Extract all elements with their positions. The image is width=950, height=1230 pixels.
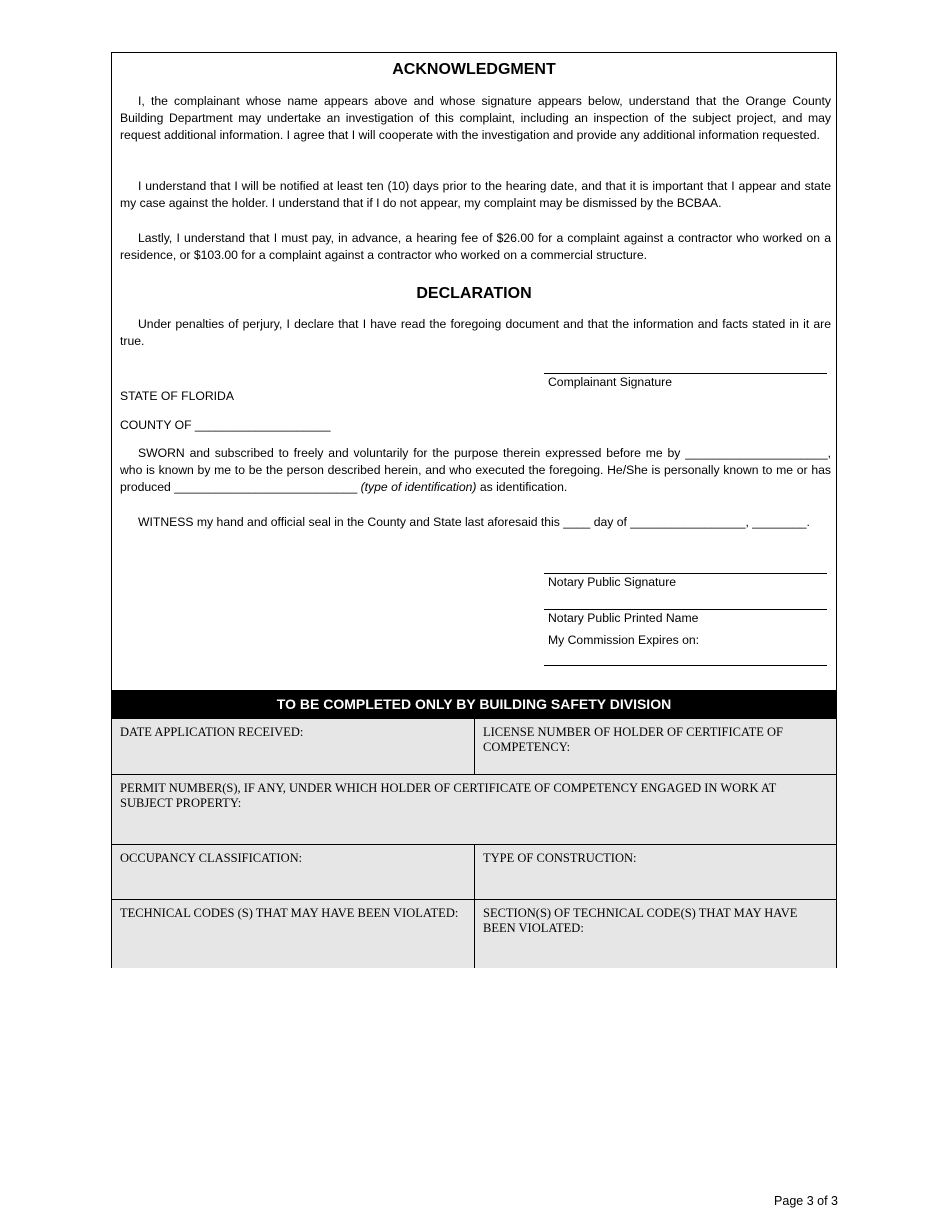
commission-expires-label: My Commission Expires on:	[548, 633, 700, 647]
table-row	[112, 844, 836, 899]
division-banner: TO BE COMPLETED ONLY BY BUILDING SAFETY DIVISION	[112, 690, 836, 719]
complainant-signature-label: Complainant Signature	[548, 375, 672, 389]
code-sections-cell[interactable]: SECTION(S) OF TECHNICAL CODE(S) THAT MAY HAVE BEEN VIOLATED:	[475, 900, 836, 968]
sworn-paragraph	[120, 445, 831, 496]
acknowledgment-title: ACKNOWLEDGMENT	[392, 61, 556, 78]
declaration-paragraph: Under penalties of perjury, I declare that I have read the foregoing document and that the information and facts stated in it are true.	[120, 317, 831, 348]
license-number-cell[interactable]: LICENSE NUMBER OF HOLDER OF CERTIFICATE OF COMPETENCY:	[475, 719, 836, 774]
form-frame	[111, 52, 837, 968]
permit-numbers-cell[interactable]: PERMIT NUMBER(S), IF ANY, UNDER WHICH HOLDER OF CERTIFICATE OF COMPETENCY ENGAGED IN WORK AT SUBJECT PROPERTY:	[112, 775, 836, 844]
sworn-identification-type: (type of identification)	[360, 480, 477, 494]
technical-codes-cell[interactable]: TECHNICAL CODES (S) THAT MAY HAVE BEEN VIOLATED:	[112, 900, 475, 968]
division-table	[112, 719, 836, 968]
notary-printed-name-label: Notary Public Printed Name	[548, 611, 699, 625]
commission-expires-line[interactable]	[544, 665, 827, 666]
acknowledgment-paragraph-3: Lastly, I understand that I must pay, in advance, a hearing fee of $26.00 for a complaint against a contractor who worked on a residence, or $103.00 for a complaint against a contractor who worked on a commercial structure.	[120, 231, 831, 262]
county-field[interactable]: COUNTY OF ____________________	[120, 418, 331, 432]
acknowledgment-paragraph-1: I, the complainant whose name appears above and whose signature appears below, understand that the Orange County Building Department may undertake an investigation of this complaint, including an inspection of the subject project, and may request additional information. I agree that I will cooperate with the investigation and provide any additional information requested.	[120, 94, 831, 142]
page-number: Page 3 of 3	[774, 1194, 838, 1208]
acknowledgment-paragraph-2: I understand that I will be notified at least ten (10) days prior to the hearing date, and that it is important that I appear and state my case against the holder. I understand that if I do not appear, my complaint may be dismissed by the BCBAA.	[120, 179, 831, 210]
table-row	[112, 899, 836, 968]
date-received-cell[interactable]: DATE APPLICATION RECEIVED:	[112, 719, 475, 774]
construction-type-cell[interactable]: TYPE OF CONSTRUCTION:	[475, 845, 836, 899]
declaration-title: DECLARATION	[416, 285, 532, 302]
witness-paragraph: WITNESS my hand and official seal in the County and State last aforesaid this ____ day of _________________, ________.	[138, 515, 810, 529]
table-row	[112, 719, 836, 774]
occupancy-classification-cell[interactable]: OCCUPANCY CLASSIFICATION:	[112, 845, 475, 899]
notary-signature-label: Notary Public Signature	[548, 575, 677, 589]
sworn-text-b: as identification.	[476, 480, 568, 494]
sworn-text-a: SWORN and subscribed to freely and voluntarily for the purpose therein expressed before me by _____________________, who is known by me to be the person described herein, and who executed the foregoing. He/She is personally known to me or has produced ___________________________	[120, 446, 831, 494]
table-row	[112, 774, 836, 844]
state-label: STATE OF FLORIDA	[120, 389, 234, 403]
